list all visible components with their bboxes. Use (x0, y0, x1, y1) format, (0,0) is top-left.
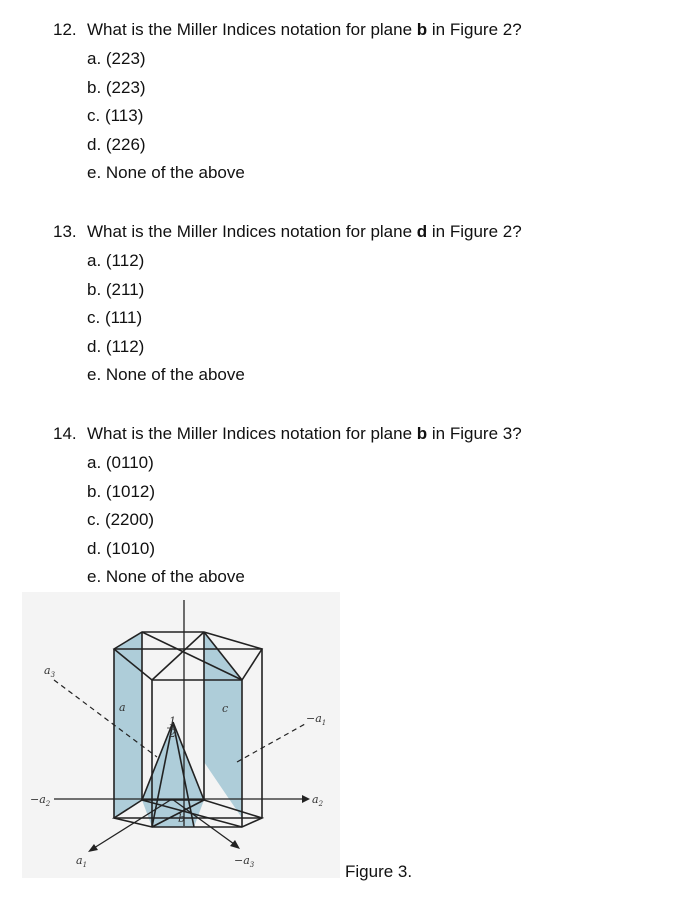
option-a[interactable]: a. (0110) (87, 453, 154, 472)
label-a3: $a_3$ (44, 664, 56, 679)
question-14 (53, 424, 522, 592)
option-a[interactable]: a. (112) (87, 251, 145, 270)
option-c[interactable]: c. (113) (87, 106, 144, 125)
question-12 (53, 20, 522, 188)
option-c[interactable]: c. (2200) (87, 510, 155, 529)
option-b[interactable]: b. (1012) (87, 481, 156, 501)
option-b[interactable]: b. (211) (87, 279, 145, 299)
question-number: 14. (53, 424, 77, 443)
arrow-a2 (302, 795, 310, 803)
fraction-numerator: 1 (169, 715, 176, 728)
plane-label: b (416, 20, 428, 39)
question-text-end: in Figure 2? (427, 222, 522, 241)
option-d[interactable]: d. (112) (87, 336, 145, 356)
question-13-options (87, 247, 522, 390)
label-plane-b: b (178, 812, 186, 825)
option-d[interactable]: d. (226) (87, 134, 146, 154)
axis-neg-a1 (237, 724, 305, 762)
plane-c-fill (204, 632, 242, 818)
option-c[interactable]: c. (111) (87, 308, 143, 327)
hexagonal-unit-cell-diagram (22, 592, 340, 878)
question-text: What is the Miller Indices notation for plane (87, 424, 417, 443)
arrow-a1 (88, 844, 98, 852)
fraction-denominator: 2 (169, 727, 176, 740)
option-e[interactable]: e. None of the above (87, 163, 245, 182)
label-neg-a1: $-a_1$ (306, 712, 327, 727)
question-13 (53, 222, 522, 390)
label-plane-a: a (119, 701, 126, 714)
option-e[interactable]: e. None of the above (87, 365, 245, 384)
plane-label: d (416, 222, 428, 241)
question-12-options (87, 45, 522, 188)
label-neg-a2: $-a_2$ (30, 793, 51, 808)
figure-3-hexagonal-cell (22, 592, 340, 878)
question-number: 12. (53, 20, 77, 39)
question-13-prompt (53, 222, 522, 242)
label-plane-c: c (222, 702, 229, 715)
question-text: What is the Miller Indices notation for plane (87, 222, 417, 241)
question-text-end: in Figure 3? (427, 424, 522, 443)
question-14-options (87, 449, 522, 592)
question-text-end: in Figure 2? (427, 20, 522, 39)
label-a2: $a_2$ (312, 793, 324, 808)
question-12-prompt (53, 20, 522, 40)
option-e[interactable]: e. None of the above (87, 567, 245, 586)
question-number: 13. (53, 222, 77, 241)
question-text: What is the Miller Indices notation for plane (87, 20, 417, 39)
option-d[interactable]: d. (1010) (87, 538, 156, 558)
option-b[interactable]: b. (223) (87, 77, 146, 97)
label-a1: $a_1$ (76, 854, 88, 869)
option-a[interactable]: a. (223) (87, 49, 146, 68)
question-14-prompt (53, 424, 522, 444)
arrow-neg-a3 (230, 840, 240, 849)
plane-label: b (416, 424, 428, 443)
label-neg-a3: $-a_3$ (234, 854, 255, 869)
figure-caption: Figure 3. (345, 862, 413, 881)
